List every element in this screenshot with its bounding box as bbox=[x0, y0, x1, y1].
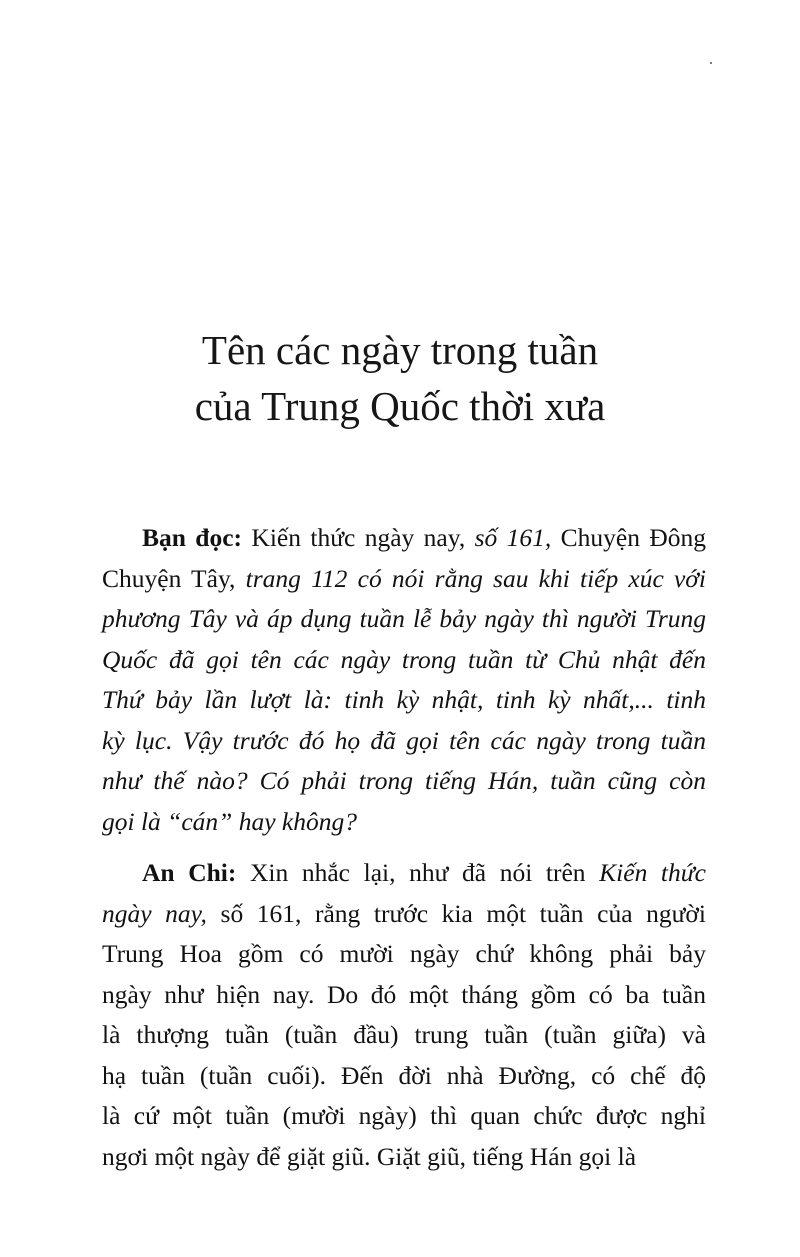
paragraph bbox=[102, 518, 706, 842]
speaker-label: Bạn đọc: bbox=[142, 523, 243, 552]
text-run: là cứ một tuần (mười ngày) thì quan chức được nghỉ bbox=[102, 1101, 706, 1130]
paragraph bbox=[102, 853, 706, 1177]
page-speck bbox=[710, 62, 712, 64]
text-line bbox=[102, 518, 706, 559]
chapter-title bbox=[0, 322, 800, 434]
text-line bbox=[102, 1015, 706, 1056]
text-run: Chuyện Tây, bbox=[102, 563, 246, 593]
italic-text: kỳ lục. Vậy trước đó họ đã gọi tên các ngày trong tuần bbox=[102, 725, 706, 755]
body-text bbox=[102, 518, 706, 1177]
italic-text: phương Tây và áp dụng tuần lễ bảy ngày thì người Trung bbox=[102, 604, 706, 633]
text-run: ngơi một ngày để giặt giũ. Giặt giũ, tiếng Hán gọi là bbox=[102, 1141, 637, 1171]
text-run: Xin nhắc lại, như đã nói trên bbox=[236, 858, 600, 887]
text-run: Kiến thức ngày nay, bbox=[242, 523, 475, 552]
chapter-title-line-1: Tên các ngày trong tuần bbox=[201, 327, 599, 373]
italic-text: số 161, bbox=[474, 523, 552, 552]
speaker-label: An Chi: bbox=[142, 858, 237, 887]
text-line bbox=[102, 1056, 706, 1097]
italic-text: ngày nay, bbox=[102, 898, 207, 928]
text-line bbox=[102, 1137, 706, 1178]
italic-text: trang 112 có nói rằng sau khi tiếp xúc với bbox=[245, 563, 707, 593]
text-run: hạ tuần (tuần cuối). Đến đời nhà Đường, có chế độ bbox=[102, 1060, 706, 1090]
text-run: Chuyện Đông bbox=[551, 523, 706, 552]
text-line bbox=[102, 1096, 706, 1137]
italic-text: Quốc đã gọi tên các ngày trong tuần từ Chủ nhật đến bbox=[102, 644, 706, 674]
chapter-title-line-2: của Trung Quốc thời xưa bbox=[194, 383, 606, 429]
text-line bbox=[102, 761, 706, 802]
text-line bbox=[102, 975, 706, 1016]
text-line bbox=[102, 721, 706, 762]
italic-text: Thứ bảy lần lượt là: tinh kỳ nhật, tinh kỳ nhất,... tinh bbox=[102, 685, 706, 714]
text-run: số 161, rằng trước kia một tuần của người bbox=[206, 898, 706, 928]
text-line bbox=[102, 894, 706, 935]
italic-text: như thế nào? Có phải trong tiếng Hán, tuần cũng còn bbox=[102, 766, 706, 795]
text-line bbox=[102, 802, 706, 843]
text-line bbox=[102, 559, 706, 600]
italic-text: gọi là “cán” hay không? bbox=[102, 806, 357, 836]
text-line bbox=[102, 680, 706, 721]
italic-text: Kiến thức bbox=[599, 858, 706, 887]
text-line bbox=[102, 853, 706, 894]
text-line bbox=[102, 640, 706, 681]
text-run: Trung Hoa gồm có mười ngày chứ không phải bảy bbox=[102, 939, 706, 968]
text-run: là thượng tuần (tuần đầu) trung tuần (tuần giữa) và bbox=[102, 1020, 706, 1049]
text-line bbox=[102, 934, 706, 975]
text-run: ngày như hiện nay. Do đó một tháng gồm có ba tuần bbox=[102, 979, 706, 1009]
text-line bbox=[102, 599, 706, 640]
